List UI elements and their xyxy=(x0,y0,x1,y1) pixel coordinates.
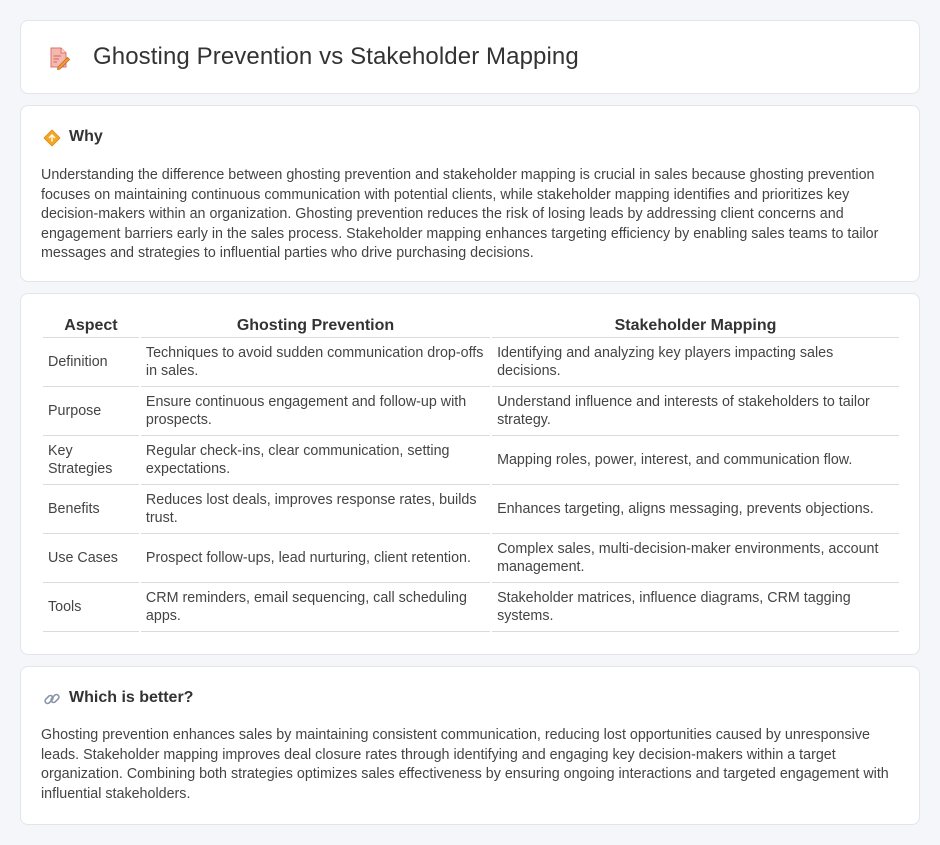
row-ghosting-value: Prospect follow-ups, lead nurturing, client retention. xyxy=(141,534,490,583)
which-is-better-section xyxy=(20,666,920,825)
row-ghosting-value: Techniques to avoid sudden communication drop-offs in sales. xyxy=(141,338,490,387)
why-text: Understanding the difference between ghosting prevention and stakeholder mapping is crucial in sales because ghosting prevention focuses on maintaining continuous communication with potential clients, while stakeholder mapping identifies and prioritizes key decision-makers within an organization. Ghosting prevention reduces the risk of losing leads by addressing client concerns and engagement barriers early in the sales process. Stakeholder mapping enhances targeting efficiency by enabling sales teams to tailor messages and strategies to influential parties who drive purchasing decisions. xyxy=(41,167,879,261)
title-card xyxy=(20,20,920,94)
row-aspect: Definition xyxy=(43,338,139,387)
row-aspect: Benefits xyxy=(43,485,139,534)
header-stakeholder-mapping: Stakeholder Mapping xyxy=(492,314,899,338)
table-header-row xyxy=(43,314,899,338)
header-aspect: Aspect xyxy=(43,314,139,338)
row-stakeholder-value: Stakeholder matrices, influence diagrams, CRM tagging systems. xyxy=(492,583,899,632)
row-stakeholder-value: Mapping roles, power, interest, and communication flow. xyxy=(492,436,899,485)
document-pencil-icon xyxy=(47,46,71,70)
table-row xyxy=(43,583,899,632)
header-ghosting-prevention: Ghosting Prevention xyxy=(141,314,490,338)
better-text: Ghosting prevention enhances sales by maintaining consistent communication, reducing lost opportunities caused by unresponsive leads. Stakeholder mapping improves deal closure rates through identifying and engaging key decision-makers within a target organization. Combining both strategies optimizes sales effectiveness by ensuring ongoing interactions and targeted engagement with influential stakeholders. xyxy=(41,727,889,802)
row-stakeholder-value: Enhances targeting, aligns messaging, prevents objections. xyxy=(492,485,899,534)
table-row xyxy=(43,338,899,387)
row-ghosting-value: Ensure continuous engagement and follow-up with prospects. xyxy=(141,387,490,436)
table-row xyxy=(43,485,899,534)
why-heading: Why xyxy=(69,128,103,145)
better-heading: Which is better? xyxy=(69,689,194,706)
row-stakeholder-value: Identifying and analyzing key players impacting sales decisions. xyxy=(492,338,899,387)
table-row xyxy=(43,534,899,583)
comparison-table xyxy=(41,314,901,632)
row-ghosting-value: Reduces lost deals, improves response rates, builds trust. xyxy=(141,485,490,534)
row-aspect: Key Strategies xyxy=(43,436,139,485)
table-row xyxy=(43,387,899,436)
row-ghosting-value: CRM reminders, email sequencing, call scheduling apps. xyxy=(141,583,490,632)
row-stakeholder-value: Complex sales, multi-decision-maker environments, account management. xyxy=(492,534,899,583)
table-row xyxy=(43,436,899,485)
why-section xyxy=(20,105,920,282)
row-aspect: Tools xyxy=(43,583,139,632)
comparison-card xyxy=(20,293,920,655)
row-aspect: Use Cases xyxy=(43,534,139,583)
row-aspect: Purpose xyxy=(43,387,139,436)
page-title: Ghosting Prevention vs Stakeholder Mapping xyxy=(93,43,579,70)
warning-diamond-icon xyxy=(43,129,61,147)
row-stakeholder-value: Understand influence and interests of stakeholders to tailor strategy. xyxy=(492,387,899,436)
row-ghosting-value: Regular check-ins, clear communication, setting expectations. xyxy=(141,436,490,485)
link-icon xyxy=(43,690,61,708)
